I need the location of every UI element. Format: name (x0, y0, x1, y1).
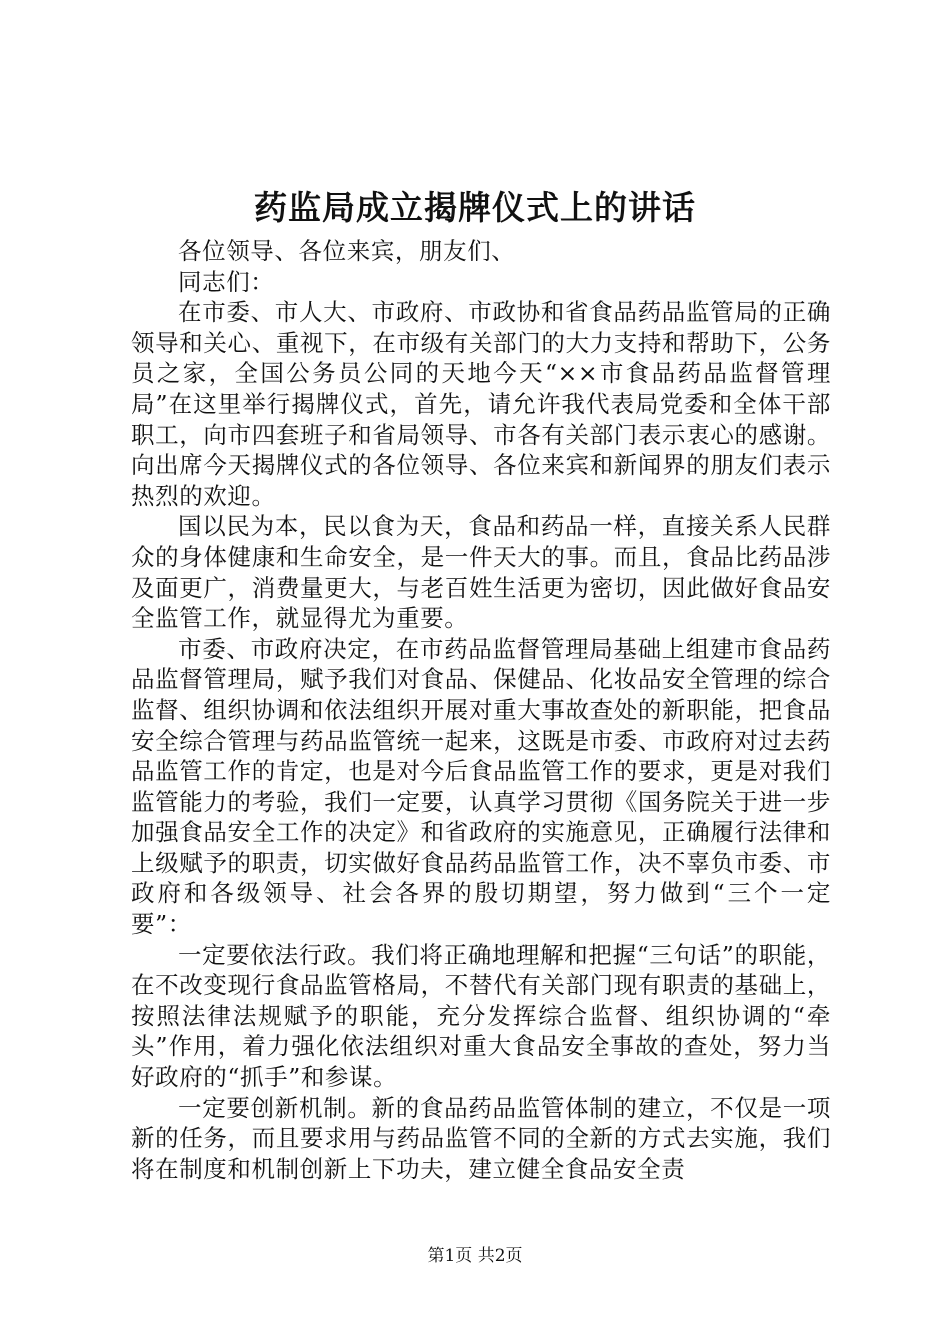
greeting-line-2: 同志们： (178, 267, 275, 296)
document-title: 药监局成立揭牌仪式上的讲话 (254, 188, 696, 227)
page-footer: 第1页 共2页 (427, 1246, 523, 1266)
paragraph-4: 一定要依法行政。我们将正确地理解和把握“三句话”的职能，在不改变现行食品监管格局，不替代有关部门现有职责的基础上，按照法律法规赋予的职能，充分发挥综合监督、组织协调的“牵头”作用，着力强化依法组织对重大食品安全事故的查处，努力当好政府的“抓手”和参谋。 (131, 940, 831, 1092)
paragraph-3: 市委、市政府决定，在市药品监督管理局基础上组建市食品药品监督管理局，赋予我们对食品、保健品、化妆品安全管理的综合监督、组织协调和依法组织开展对重大事故查处的新职能，把食品安全综合管理与药品监管统一起来，这既是市委、市政府对过去药品监管工作的肯定，也是对今后食品监管工作的要求，更是对我们监管能力的考验，我们一定要，认真学习贯彻《国务院关于进一步加强食品安全工作的决定》和省政府的实施意见，正确履行法律和上级赋予的职责，切实做好食品药品监管工作，决不辜负市委、市政府和各级领导、社会各界的殷切期望，努力做到“三个一定要”： (131, 634, 831, 939)
paragraph-1: 在市委、市人大、市政府、市政协和省食品药品监管局的正确领导和关心、重视下，在市级有关部门的大力支持和帮助下，公务员之家，全国公务员公同的天地今天“××市食品药品监督管理局”在这里举行揭牌仪式，首先，请允许我代表局党委和全体干部职工，向市四套班子和省局领导、市各有关部门表示衷心的感谢。向出席今天揭牌仪式的各位领导、各位来宾和新闻界的朋友们表示热烈的欢迎。 (131, 298, 831, 510)
paragraph-2: 国以民为本，民以食为天，食品和药品一样，直接关系人民群众的身体健康和生命安全，是一件天大的事。而且，食品比药品涉及面更广，消费量更大，与老百姓生活更为密切，因此做好食品安全监管工作，就显得尤为重要。 (131, 512, 831, 633)
greeting-line-1: 各位领导、各位来宾，朋友们、 (178, 237, 516, 265)
paragraph-5: 一定要创新机制。新的食品药品监管体制的建立，不仅是一项新的任务，而且要求用与药品监管不同的全新的方式去实施，我们将在制度和机制创新上下功夫，建立健全食品安全责 (131, 1093, 831, 1183)
document-body (131, 236, 831, 1184)
